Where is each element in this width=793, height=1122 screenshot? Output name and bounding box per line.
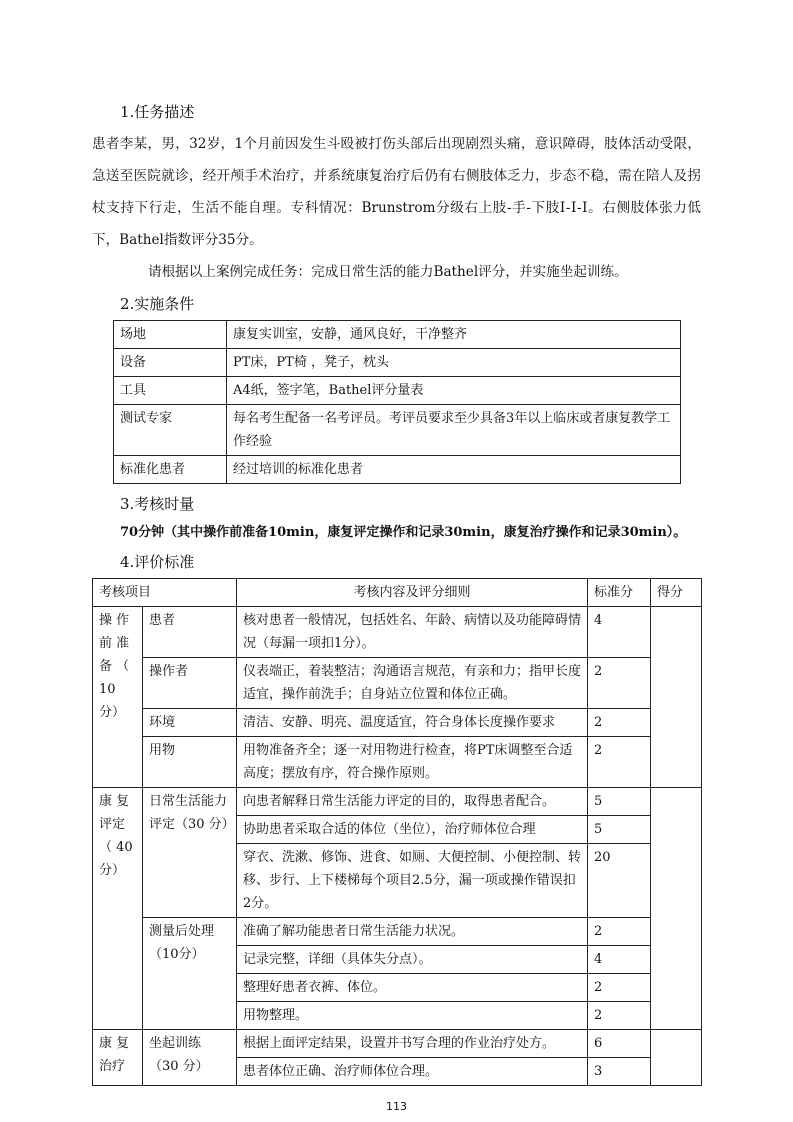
criteria-text: 记录完整，详细（具体失分点）。: [237, 946, 588, 974]
condition-row: [114, 321, 681, 349]
table-row: [93, 737, 702, 788]
section2-title: 2.实施条件: [120, 295, 195, 313]
table-row: [93, 788, 702, 816]
criteria-text: 穿衣、洗漱、修饰、进食、如厕、大便控制、小便控制、转移、步行、上下楼梯每个项目2.5分，漏一项或操作错误扣2分。: [237, 844, 588, 918]
standard-score: 20: [588, 844, 651, 918]
sub-item-name: 环境: [143, 709, 237, 737]
criteria-text: 仪表端正，着装整洁；沟通语言规范，有亲和力；指甲长度适宜，操作前洗手；自身站立位置和体位正确。: [237, 658, 588, 709]
sub-item-name: 日常生活能力评定（30 分）: [143, 788, 237, 918]
group-name: 康 复 评定 （ 40 分）: [93, 788, 143, 1030]
header-score: 得分: [651, 579, 702, 607]
evaluation-table: [92, 578, 702, 1086]
condition-key: 场地: [114, 321, 227, 349]
criteria-text: 用物整理。: [237, 1002, 588, 1030]
task-statement: 请根据以上案例完成任务：完成日常生活的能力Bathel评分，并实施坐起训练。: [148, 264, 628, 280]
standard-score: 4: [588, 946, 651, 974]
standard-score: 3: [588, 1058, 651, 1086]
condition-row: [114, 349, 681, 377]
standard-score: 2: [588, 709, 651, 737]
condition-row: [114, 377, 681, 405]
standard-score: 2: [588, 658, 651, 709]
criteria-text: 协助患者采取合适的体位（坐位），治疗师体位合理: [237, 816, 588, 844]
standard-score: 4: [588, 607, 651, 658]
condition-row: [114, 405, 681, 456]
score-cell[interactable]: [651, 788, 702, 1030]
group-name: 康 复 治疗: [93, 1030, 143, 1086]
standard-score: 6: [588, 1030, 651, 1058]
condition-value: 康复实训室，安静，通风良好，干净整齐: [227, 321, 681, 349]
criteria-text: 根据上面评定结果，设置并书写合理的作业治疗处方。: [237, 1030, 588, 1058]
condition-value: 每名考生配备一名考评员。考评员要求至少具备3年以上临床或者康复教学工作经验: [227, 405, 681, 456]
sub-item-name: 操作者: [143, 658, 237, 709]
time-limit-text: 70分钟（其中操作前准备10min，康复评定操作和记录30min，康复治疗操作和记录30min）。: [120, 525, 687, 540]
score-cell[interactable]: [651, 1030, 702, 1086]
condition-value: PT床，PT椅 ，凳子，枕头: [227, 349, 681, 377]
sub-item-name: 测量后处理 （10分）: [143, 918, 237, 1030]
standard-score: 2: [588, 737, 651, 788]
score-cell[interactable]: [651, 607, 702, 788]
standard-score: 2: [588, 918, 651, 946]
section3-title: 3.考核时量: [120, 495, 195, 513]
criteria-text: 向患者解释日常生活能力评定的目的，取得患者配合。: [237, 788, 588, 816]
criteria-text: 用物准备齐全；逐一对用物进行检查，将PT床调整至合适高度；摆放有序，符合操作原则。: [237, 737, 588, 788]
sub-item-name: 用物: [143, 737, 237, 788]
standard-score: 2: [588, 1002, 651, 1030]
criteria-text: 准确了解功能患者日常生活能力状况。: [237, 918, 588, 946]
case-description: 患者李某，男，32岁，1个月前因发生斗殴被打伤头部后出现剧烈头痛，意识障碍，肢体活动受限，急送至医院就诊，经开颅手术治疗，并系统康复治疗后仍有右侧肢体乏力，步态不稳，需在陪人及拐杖支持下行走，生活不能自理。专科情况：Brunstrom分级右上肢-手-下肢Ⅰ-Ⅰ-Ⅰ。右侧肢体张力低下，Bathel指数评分35分。: [92, 136, 701, 248]
sub-item-name: 坐起训练（30 分）: [143, 1030, 237, 1086]
condition-key: 测试专家: [114, 405, 227, 456]
section1-title: 1.任务描述: [120, 103, 195, 121]
criteria-text: 清洁、安静、明亮、温度适宜，符合身体长度操作要求: [237, 709, 588, 737]
header-content: 考核内容及评分细则: [237, 579, 588, 607]
table-row: [93, 1030, 702, 1058]
table-row: [93, 918, 702, 946]
condition-key: 设备: [114, 349, 227, 377]
standard-score: 2: [588, 974, 651, 1002]
criteria-text: 核对患者一般情况，包括姓名、年龄、病情以及功能障碍情况（每漏一项扣1分）。: [237, 607, 588, 658]
header-standard: 标准分: [588, 579, 651, 607]
condition-value: A4纸，签字笔，Bathel评分量表: [227, 377, 681, 405]
section4-title: 4.评价标准: [120, 553, 195, 571]
condition-row: [114, 456, 681, 484]
standard-score: 5: [588, 816, 651, 844]
condition-value: 经过培训的标准化患者: [227, 456, 681, 484]
group-name: 操 作 前 准 备 （ 10 分）: [93, 607, 143, 788]
sub-item-name: 患者: [143, 607, 237, 658]
condition-key: 工具: [114, 377, 227, 405]
table-row: [93, 607, 702, 658]
condition-key: 标准化患者: [114, 456, 227, 484]
conditions-table: [113, 320, 681, 484]
table-row: [93, 709, 702, 737]
standard-score: 5: [588, 788, 651, 816]
page-number: 113: [386, 1100, 407, 1113]
criteria-text: 整理好患者衣裤、体位。: [237, 974, 588, 1002]
header-item: 考核项目: [93, 579, 237, 607]
criteria-text: 患者体位正确、治疗师体位合理。: [237, 1058, 588, 1086]
table-row: [93, 658, 702, 709]
